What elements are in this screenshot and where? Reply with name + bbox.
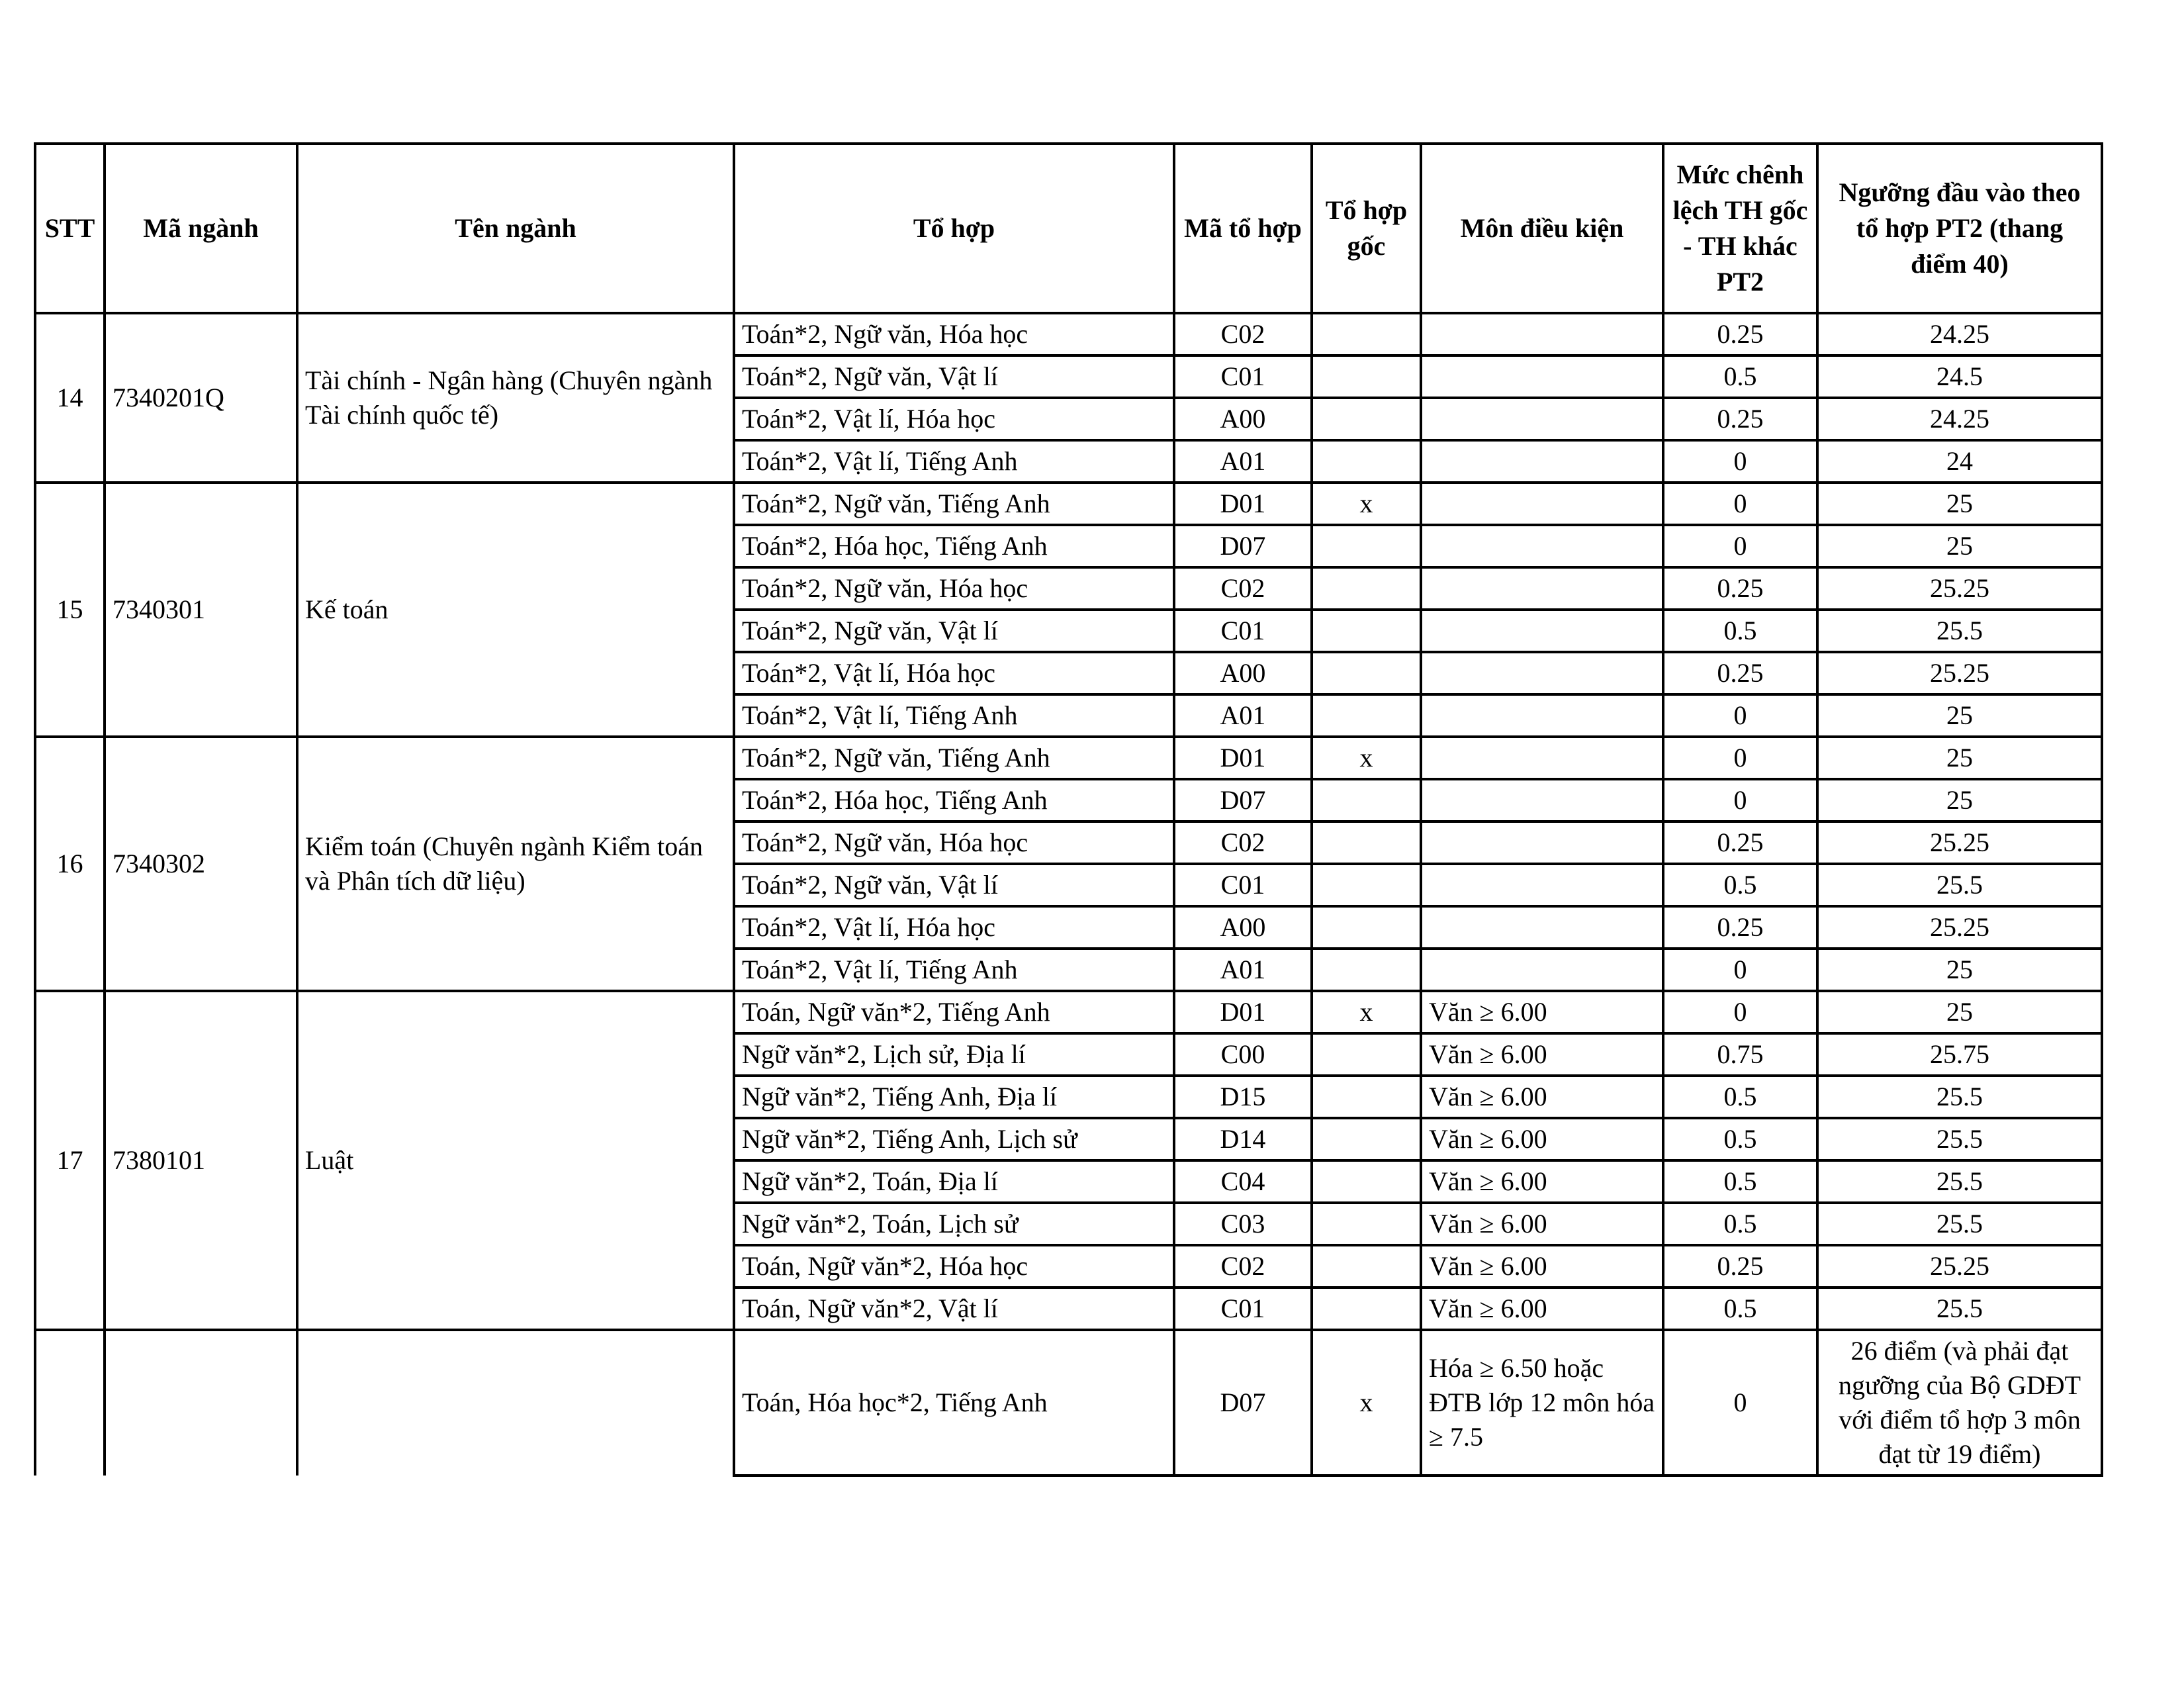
cell-ma-to-hop: A00	[1174, 906, 1312, 949]
cell-to-hop: Toán*2, Hóa học, Tiếng Anh	[734, 525, 1174, 567]
cell-to-hop-goc: x	[1312, 1330, 1421, 1476]
cell-to-hop: Toán*2, Vật lí, Tiếng Anh	[734, 949, 1174, 991]
cell-to-hop: Toán*2, Ngữ văn, Hóa học	[734, 313, 1174, 355]
cell-to-hop-goc	[1312, 949, 1421, 991]
cell-to-hop-goc	[1312, 440, 1421, 483]
cell-muc-chenh-lech: 0.25	[1663, 567, 1817, 610]
cell-ma-to-hop: A01	[1174, 694, 1312, 737]
cell-to-hop-goc	[1312, 398, 1421, 440]
cell-mon-dieu-kien	[1421, 779, 1663, 821]
cell-to-hop: Toán*2, Vật lí, Hóa học	[734, 398, 1174, 440]
cell-mon-dieu-kien	[1421, 694, 1663, 737]
admission-table	[34, 142, 2103, 1477]
cell-mon-dieu-kien	[1421, 610, 1663, 652]
header-stt: STT	[35, 144, 105, 313]
cell-ma-nganh: 7340301	[105, 483, 297, 737]
cell-mon-dieu-kien	[1421, 949, 1663, 991]
cell-to-hop-goc	[1312, 610, 1421, 652]
cell-mon-dieu-kien: Văn ≥ 6.00	[1421, 1288, 1663, 1330]
cell-mon-dieu-kien: Văn ≥ 6.00	[1421, 1033, 1663, 1076]
cell-to-hop: Toán, Hóa học*2, Tiếng Anh	[734, 1330, 1174, 1476]
cell-to-hop: Toán*2, Ngữ văn, Tiếng Anh	[734, 483, 1174, 525]
header-muc-chenh-lech: Mức chênh lệch TH gốc - TH khác PT2	[1663, 144, 1817, 313]
cell-to-hop-goc	[1312, 652, 1421, 694]
cell-mon-dieu-kien	[1421, 398, 1663, 440]
header-ma-to-hop: Mã tổ hợp	[1174, 144, 1312, 313]
cell-nguong: 25.25	[1817, 652, 2102, 694]
cell-muc-chenh-lech: 0	[1663, 1330, 1817, 1476]
table-row	[35, 991, 2102, 1033]
cell-muc-chenh-lech: 0.25	[1663, 652, 1817, 694]
cell-to-hop: Ngữ văn*2, Tiếng Anh, Địa lí	[734, 1076, 1174, 1118]
cell-muc-chenh-lech: 0.25	[1663, 906, 1817, 949]
cell-muc-chenh-lech: 0	[1663, 694, 1817, 737]
cell-ma-to-hop: D07	[1174, 525, 1312, 567]
cell-to-hop-goc	[1312, 779, 1421, 821]
cell-muc-chenh-lech: 0	[1663, 737, 1817, 779]
header-to-hop-goc: Tổ hợp gốc	[1312, 144, 1421, 313]
cell-to-hop: Toán*2, Ngữ văn, Hóa học	[734, 821, 1174, 864]
cell-ten-nganh: Tài chính - Ngân hàng (Chuyên ngành Tài chính quốc tế)	[297, 313, 734, 483]
table-header	[35, 144, 2102, 313]
cell-to-hop-goc	[1312, 821, 1421, 864]
cell-to-hop-goc	[1312, 1033, 1421, 1076]
cell-to-hop-goc	[1312, 313, 1421, 355]
cell-ma-to-hop: D01	[1174, 991, 1312, 1033]
cell-to-hop-goc	[1312, 864, 1421, 906]
cell-muc-chenh-lech: 0	[1663, 440, 1817, 483]
cell-ma-nganh: 7380101	[105, 991, 297, 1330]
cell-nguong: 25	[1817, 991, 2102, 1033]
cell-mon-dieu-kien: Văn ≥ 6.00	[1421, 991, 1663, 1033]
header-to-hop: Tổ hợp	[734, 144, 1174, 313]
cell-muc-chenh-lech: 0.25	[1663, 313, 1817, 355]
cell-to-hop: Ngữ văn*2, Tiếng Anh, Lịch sử	[734, 1118, 1174, 1160]
cell-muc-chenh-lech: 0.75	[1663, 1033, 1817, 1076]
cell-ma-to-hop: D01	[1174, 483, 1312, 525]
cell-mon-dieu-kien	[1421, 313, 1663, 355]
cell-mon-dieu-kien	[1421, 652, 1663, 694]
cell-stt	[35, 1330, 105, 1476]
cell-to-hop-goc	[1312, 1118, 1421, 1160]
cell-mon-dieu-kien: Văn ≥ 6.00	[1421, 1203, 1663, 1245]
cell-mon-dieu-kien	[1421, 440, 1663, 483]
cell-muc-chenh-lech: 0.5	[1663, 1160, 1817, 1203]
cell-to-hop-goc	[1312, 567, 1421, 610]
cell-to-hop-goc	[1312, 1160, 1421, 1203]
cell-ma-nganh: 7340201Q	[105, 313, 297, 483]
cell-nguong: 24.25	[1817, 313, 2102, 355]
cell-nguong: 25	[1817, 949, 2102, 991]
cell-mon-dieu-kien: Văn ≥ 6.00	[1421, 1076, 1663, 1118]
cell-to-hop: Toán*2, Ngữ văn, Hóa học	[734, 567, 1174, 610]
cell-to-hop-goc	[1312, 1288, 1421, 1330]
cell-nguong: 25	[1817, 525, 2102, 567]
cell-to-hop-goc: x	[1312, 737, 1421, 779]
cell-ma-to-hop: D01	[1174, 737, 1312, 779]
cell-to-hop: Ngữ văn*2, Lịch sử, Địa lí	[734, 1033, 1174, 1076]
cell-ten-nganh	[297, 1330, 734, 1476]
cell-mon-dieu-kien	[1421, 567, 1663, 610]
cell-muc-chenh-lech: 0.5	[1663, 864, 1817, 906]
header-mon-dieu-kien: Môn điều kiện	[1421, 144, 1663, 313]
cell-ten-nganh: Kiểm toán (Chuyên ngành Kiểm toán và Phân tích dữ liệu)	[297, 737, 734, 991]
cell-muc-chenh-lech: 0	[1663, 779, 1817, 821]
admission-table-container	[34, 142, 2103, 1477]
cell-mon-dieu-kien: Văn ≥ 6.00	[1421, 1245, 1663, 1288]
cell-ma-to-hop: D14	[1174, 1118, 1312, 1160]
cell-muc-chenh-lech: 0	[1663, 525, 1817, 567]
cell-to-hop-goc	[1312, 1245, 1421, 1288]
cell-ma-to-hop: C00	[1174, 1033, 1312, 1076]
cell-to-hop: Toán*2, Vật lí, Tiếng Anh	[734, 694, 1174, 737]
cell-nguong: 25.5	[1817, 1288, 2102, 1330]
cell-nguong: 25.75	[1817, 1033, 2102, 1076]
cell-to-hop-goc	[1312, 525, 1421, 567]
cell-mon-dieu-kien	[1421, 483, 1663, 525]
cell-stt: 14	[35, 313, 105, 483]
cell-muc-chenh-lech: 0	[1663, 949, 1817, 991]
cell-to-hop: Toán, Ngữ văn*2, Hóa học	[734, 1245, 1174, 1288]
cell-nguong: 25.5	[1817, 864, 2102, 906]
cell-ma-to-hop: C01	[1174, 610, 1312, 652]
table-body	[35, 313, 2102, 1476]
header-ten-nganh: Tên ngành	[297, 144, 734, 313]
cell-muc-chenh-lech: 0.5	[1663, 1118, 1817, 1160]
cell-ma-nganh	[105, 1330, 297, 1476]
cell-to-hop: Toán*2, Ngữ văn, Tiếng Anh	[734, 737, 1174, 779]
cell-ma-to-hop: C04	[1174, 1160, 1312, 1203]
cell-mon-dieu-kien: Văn ≥ 6.00	[1421, 1160, 1663, 1203]
cell-mon-dieu-kien	[1421, 525, 1663, 567]
cell-to-hop-goc	[1312, 355, 1421, 398]
cell-ma-to-hop: D07	[1174, 779, 1312, 821]
cell-nguong: 25	[1817, 737, 2102, 779]
cell-muc-chenh-lech: 0.25	[1663, 1245, 1817, 1288]
cell-ma-to-hop: C02	[1174, 567, 1312, 610]
cell-nguong: 25.5	[1817, 610, 2102, 652]
cell-to-hop: Toán, Ngữ văn*2, Vật lí	[734, 1288, 1174, 1330]
cell-ma-to-hop: C02	[1174, 821, 1312, 864]
cell-to-hop: Toán*2, Hóa học, Tiếng Anh	[734, 779, 1174, 821]
cell-nguong: 26 điểm (và phải đạt ngưỡng của Bộ GDĐT với điểm tổ hợp 3 môn đạt từ 19 điểm)	[1817, 1330, 2102, 1476]
table-row	[35, 313, 2102, 355]
cell-nguong: 25.5	[1817, 1118, 2102, 1160]
table-row	[35, 483, 2102, 525]
cell-ten-nganh: Kế toán	[297, 483, 734, 737]
header-nguong: Ngưỡng đầu vào theo tổ hợp PT2 (thang điểm 40)	[1817, 144, 2102, 313]
cell-ma-to-hop: A00	[1174, 398, 1312, 440]
cell-nguong: 25.25	[1817, 567, 2102, 610]
cell-ma-to-hop: C02	[1174, 1245, 1312, 1288]
cell-ma-to-hop: C03	[1174, 1203, 1312, 1245]
cell-to-hop-goc	[1312, 906, 1421, 949]
cell-to-hop-goc: x	[1312, 483, 1421, 525]
cell-nguong: 24	[1817, 440, 2102, 483]
cell-ma-to-hop: C01	[1174, 355, 1312, 398]
cell-mon-dieu-kien	[1421, 864, 1663, 906]
cell-ten-nganh: Luật	[297, 991, 734, 1330]
cell-nguong: 25.25	[1817, 906, 2102, 949]
cell-nguong: 25.5	[1817, 1203, 2102, 1245]
cell-stt: 17	[35, 991, 105, 1330]
cell-to-hop: Toán*2, Vật lí, Hóa học	[734, 652, 1174, 694]
cell-muc-chenh-lech: 0.5	[1663, 1076, 1817, 1118]
cell-nguong: 25	[1817, 694, 2102, 737]
table-row	[35, 1330, 2102, 1476]
cell-ma-to-hop: D07	[1174, 1330, 1312, 1476]
cell-mon-dieu-kien	[1421, 906, 1663, 949]
cell-to-hop: Ngữ văn*2, Toán, Lịch sử	[734, 1203, 1174, 1245]
cell-nguong: 25.25	[1817, 1245, 2102, 1288]
cell-muc-chenh-lech: 0.25	[1663, 398, 1817, 440]
cell-nguong: 25	[1817, 779, 2102, 821]
cell-nguong: 25	[1817, 483, 2102, 525]
cell-ma-to-hop: C01	[1174, 864, 1312, 906]
cell-muc-chenh-lech: 0	[1663, 991, 1817, 1033]
cell-nguong: 25.5	[1817, 1076, 2102, 1118]
cell-ma-nganh: 7340302	[105, 737, 297, 991]
cell-mon-dieu-kien	[1421, 737, 1663, 779]
cell-to-hop-goc: x	[1312, 991, 1421, 1033]
cell-nguong: 24.5	[1817, 355, 2102, 398]
cell-ma-to-hop: A01	[1174, 440, 1312, 483]
cell-muc-chenh-lech: 0.5	[1663, 1203, 1817, 1245]
cell-mon-dieu-kien: Văn ≥ 6.00	[1421, 1118, 1663, 1160]
cell-muc-chenh-lech: 0.5	[1663, 355, 1817, 398]
cell-to-hop: Toán*2, Vật lí, Tiếng Anh	[734, 440, 1174, 483]
cell-stt: 15	[35, 483, 105, 737]
cell-nguong: 24.25	[1817, 398, 2102, 440]
cell-to-hop: Toán*2, Ngữ văn, Vật lí	[734, 610, 1174, 652]
cell-to-hop-goc	[1312, 1076, 1421, 1118]
header-row	[35, 144, 2102, 313]
cell-mon-dieu-kien: Hóa ≥ 6.50 hoặc ĐTB lớp 12 môn hóa ≥ 7.5	[1421, 1330, 1663, 1476]
cell-to-hop: Ngữ văn*2, Toán, Địa lí	[734, 1160, 1174, 1203]
cell-muc-chenh-lech: 0.5	[1663, 1288, 1817, 1330]
cell-nguong: 25.5	[1817, 1160, 2102, 1203]
cell-nguong: 25.25	[1817, 821, 2102, 864]
cell-to-hop: Toán*2, Ngữ văn, Vật lí	[734, 355, 1174, 398]
table-row	[35, 737, 2102, 779]
cell-ma-to-hop: C02	[1174, 313, 1312, 355]
cell-to-hop-goc	[1312, 1203, 1421, 1245]
cell-ma-to-hop: A00	[1174, 652, 1312, 694]
cell-ma-to-hop: C01	[1174, 1288, 1312, 1330]
cell-to-hop-goc	[1312, 694, 1421, 737]
cell-mon-dieu-kien	[1421, 821, 1663, 864]
cell-to-hop: Toán, Ngữ văn*2, Tiếng Anh	[734, 991, 1174, 1033]
cell-to-hop: Toán*2, Vật lí, Hóa học	[734, 906, 1174, 949]
cell-ma-to-hop: D15	[1174, 1076, 1312, 1118]
cell-muc-chenh-lech: 0.25	[1663, 821, 1817, 864]
cell-muc-chenh-lech: 0	[1663, 483, 1817, 525]
cell-mon-dieu-kien	[1421, 355, 1663, 398]
cell-stt: 16	[35, 737, 105, 991]
header-ma-nganh: Mã ngành	[105, 144, 297, 313]
cell-to-hop: Toán*2, Ngữ văn, Vật lí	[734, 864, 1174, 906]
cell-muc-chenh-lech: 0.5	[1663, 610, 1817, 652]
cell-ma-to-hop: A01	[1174, 949, 1312, 991]
